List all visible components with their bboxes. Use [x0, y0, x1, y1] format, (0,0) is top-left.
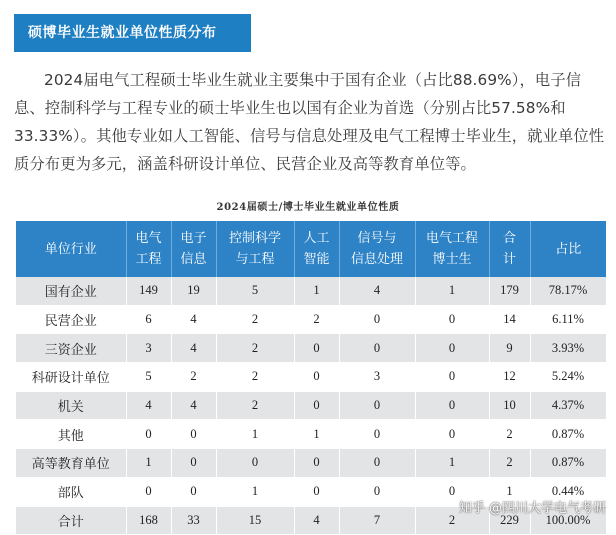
table-cell: 9 — [489, 334, 530, 363]
table-cell: 149 — [126, 277, 171, 305]
table-cell: 0 — [415, 477, 489, 506]
table-row — [16, 277, 606, 305]
table-cell: 6.11% — [530, 305, 606, 334]
table-cell: 0 — [415, 305, 489, 334]
table-cell: 4 — [171, 334, 216, 363]
column-header: 控制科学 与工程 — [216, 221, 294, 277]
column-header: 电气 工程 — [126, 221, 171, 277]
table-cell: 0 — [339, 334, 415, 363]
table-cell: 0 — [339, 305, 415, 334]
table-cell: 2 — [415, 506, 489, 535]
table-cell: 4 — [171, 391, 216, 420]
table-cell: 4.37% — [530, 391, 606, 420]
table-cell: 2 — [216, 363, 294, 392]
table-cell: 0 — [171, 420, 216, 449]
table-cell: 10 — [489, 391, 530, 420]
table-cell: 0 — [415, 391, 489, 420]
table-cell: 1 — [489, 477, 530, 506]
column-header: 合 计 — [489, 221, 530, 277]
section-title-banner: 硕博毕业生就业单位性质分布 — [14, 14, 251, 52]
table-cell: 2 — [489, 449, 530, 478]
row-label: 民营企业 — [16, 305, 126, 334]
row-label: 合计 — [16, 506, 126, 535]
table-cell: 1 — [294, 420, 339, 449]
table-cell: 1 — [126, 449, 171, 478]
table-cell: 2 — [216, 334, 294, 363]
table-cell: 0 — [294, 449, 339, 478]
table-row — [16, 363, 606, 392]
table-cell: 2 — [216, 391, 294, 420]
table-cell: 3 — [339, 363, 415, 392]
table-cell: 1 — [294, 277, 339, 305]
table-cell: 100.00% — [530, 506, 606, 535]
table-cell: 5 — [216, 277, 294, 305]
table-cell: 0 — [339, 477, 415, 506]
table-cell: 4 — [294, 506, 339, 535]
table-cell: 5 — [126, 363, 171, 392]
table-cell: 4 — [126, 391, 171, 420]
table-cell: 168 — [126, 506, 171, 535]
table-cell: 1 — [216, 420, 294, 449]
table-row — [16, 391, 606, 420]
table-cell: 2 — [171, 363, 216, 392]
row-label: 国有企业 — [16, 277, 126, 305]
summary-text: 2024届电气工程硕士毕业生就业主要集中于国有企业（占比88.69%），电子信息、控制科学与工程专业的硕士毕业生也以国有企业为首选（分别占比57.58%和33.33%）。其他专业如人工智能、信号与信息处理及电气工程博士毕业生，就业单位性质分布更为多元，涵盖科研设计单位、民营企业及高等教育单位等。 — [14, 71, 605, 173]
table-caption: 2024届硕士/博士毕业生就业单位性质 — [216, 202, 400, 213]
table-cell: 15 — [216, 506, 294, 535]
table-cell: 0 — [339, 391, 415, 420]
row-label: 其他 — [16, 420, 126, 449]
table-cell: 0 — [294, 391, 339, 420]
table-cell: 78.17% — [530, 277, 606, 305]
table-cell: 0 — [339, 449, 415, 478]
table-cell: 3.93% — [530, 334, 606, 363]
table-cell: 0.87% — [530, 449, 606, 478]
row-label: 机关 — [16, 391, 126, 420]
watermark: 知乎 @四川大学电气考研 — [458, 501, 606, 516]
table-cell: 0 — [294, 363, 339, 392]
table-cell: 2 — [294, 305, 339, 334]
table-cell: 5.24% — [530, 363, 606, 392]
table-cell: 0 — [126, 420, 171, 449]
table-cell: 6 — [126, 305, 171, 334]
column-header: 人工 智能 — [294, 221, 339, 277]
table-cell: 0 — [415, 334, 489, 363]
row-label: 三资企业 — [16, 334, 126, 363]
table-cell: 0 — [216, 449, 294, 478]
table-cell: 0 — [294, 334, 339, 363]
table-cell: 1 — [415, 449, 489, 478]
table-cell: 33 — [171, 506, 216, 535]
table-row — [16, 305, 606, 334]
employment-table — [16, 221, 607, 535]
table-row — [16, 449, 606, 478]
table-cell: 1 — [415, 277, 489, 305]
column-header: 信号与 信息处理 — [339, 221, 415, 277]
table-header-row — [16, 221, 606, 277]
table-cell: 1 — [216, 477, 294, 506]
table-cell: 229 — [489, 506, 530, 535]
table-cell: 0 — [339, 420, 415, 449]
table-cell: 3 — [126, 334, 171, 363]
column-header: 电气工程 博士生 — [415, 221, 489, 277]
summary-paragraph — [14, 66, 608, 178]
table-cell: 0 — [415, 363, 489, 392]
table-cell: 12 — [489, 363, 530, 392]
row-label: 科研设计单位 — [16, 363, 126, 392]
table-cell: 14 — [489, 305, 530, 334]
column-header: 单位行业 — [16, 221, 126, 277]
table-cell: 0 — [126, 477, 171, 506]
table-cell: 7 — [339, 506, 415, 535]
table-cell: 179 — [489, 277, 530, 305]
table-row — [16, 334, 606, 363]
table-cell: 0 — [171, 449, 216, 478]
table-cell: 0 — [171, 477, 216, 506]
column-header: 电子 信息 — [171, 221, 216, 277]
table-cell: 2 — [216, 305, 294, 334]
row-label: 部队 — [16, 477, 126, 506]
table-cell: 2 — [489, 420, 530, 449]
table-cell: 0.87% — [530, 420, 606, 449]
table-cell: 0 — [294, 477, 339, 506]
table-cell: 4 — [171, 305, 216, 334]
table-cell: 4 — [339, 277, 415, 305]
row-label: 高等教育单位 — [16, 449, 126, 478]
table-cell: 0.44% — [530, 477, 606, 506]
column-header: 占比 — [530, 221, 606, 277]
table-cell: 0 — [415, 420, 489, 449]
table-row — [16, 420, 606, 449]
table-cell: 19 — [171, 277, 216, 305]
